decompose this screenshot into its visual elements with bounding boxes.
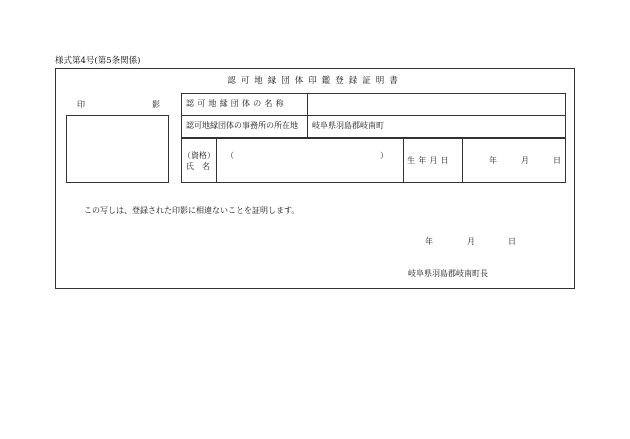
seal-label-left: 印 [77,100,85,109]
seal-label-right: 影 [152,100,160,109]
birth-date-label: 生年月日 [407,156,452,165]
issue-day-unit: 日 [508,237,516,246]
qualification-label: （資格） [183,151,215,160]
issuer-name: 岐阜県羽島郡岐南町長 [408,269,488,278]
birth-month-unit: 月 [521,156,529,165]
certificate-title: 認可地縁団体印鑑登録証明書 [227,76,403,86]
organization-table-divider [181,115,566,116]
birth-year-unit: 年 [489,156,497,165]
seal-impression-box [66,115,169,183]
certification-statement: この写しは、登録された印影に相違ないことを証明します。 [84,206,300,215]
person-name-label: 氏 名 [186,162,210,171]
representative-col-divider-3 [462,138,463,183]
representative-table [181,138,566,183]
organization-table-column-divider [307,93,308,138]
office-address-value[interactable]: 岐阜県羽島郡岐南町 [312,121,384,130]
qualification-paren-open: （ [226,151,234,160]
birth-day-unit: 日 [553,156,561,165]
qualification-paren-close: ） [380,151,388,160]
representative-col-divider-1 [216,138,217,183]
organization-name-label: 認可地縁団体の名称 [186,99,287,108]
office-address-label: 認可地縁団体の事務所の所在地 [186,121,298,130]
issue-year-unit: 年 [425,237,433,246]
form-number: 様式第4号(第5条関係) [55,56,141,66]
representative-col-divider-2 [403,138,404,183]
issue-month-unit: 月 [467,237,475,246]
